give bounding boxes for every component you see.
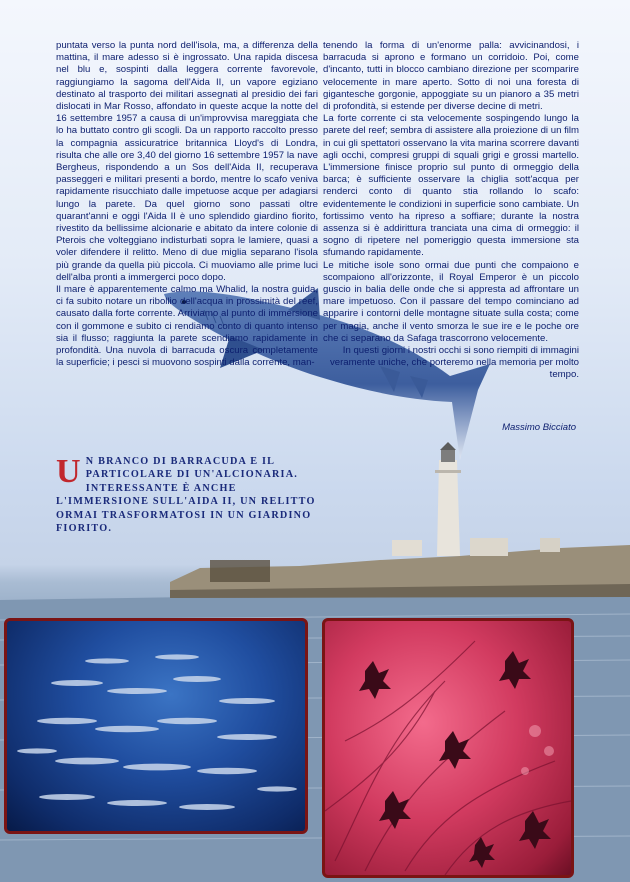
- barracuda-photo: [4, 618, 308, 834]
- drop-cap: U: [56, 453, 82, 490]
- barracuda-school-image: [7, 621, 305, 831]
- article-paragraph: Le mitiche isole sono ormai due punti che compaiono e scompaiono all'orizzonte, il Royal Emperor è un piccolo guscio in balia delle onde che si appresta ad affrontare un mare impetuoso. Con il passare del tempo cominciano ad apparire i contorni delle montagne situate sulla costa; come per magia, anche il vento smorza le sue ire e le poche ore che ci separano da Safaga trascorrono velocemente.: [323, 259, 579, 344]
- building: [540, 538, 560, 552]
- gorgonian-image: [325, 621, 571, 875]
- article-paragraph: puntata verso la punta nord dell'isola, ma, a differenza della mattina, il mare adesso si è ingrossato. Una rapida discesa nel blu e, sospinti dalla leggera corrente favorevole, raggiungiamo la sagoma dell'Aida II, un vapore egiziano destinato al trasporto dei militari assegnati al presidio dei fari dislocati in Mar Rosso, affondato in queste acque la notte del 16 settembre 1957 a causa di un'improvvisa mareggiata che lo ha buttato contro gli scogli. Da un rapporto raccolto presso la compagnia assicuratrice britannica Lloyd's di Londra, risulta che alle ore 3,40 del giorno 16 settembre 1957 la nave Bergheus, rispondendo a un Sos dell'Aida II, recuperava passeggeri e militari presenti a bordo, mentre lo scafo veniva rapidamente risucchiato dalle impetuose acque per adagiarsi lungo la parete. Da quel giorno sono passati oltre quarant'anni e oggi l'Aida II è uno splendido giardino fiorito, rivestito da bellissime alcionarie e abitato da intere colonie di Pterois che volteggiano indisturbati sopra le lamiere, quasi a voler difendere il relitto. Meno di due miglia separano l'isola più grande da quella più piccola. Ci muoviamo alle prime luci dell'alba pronti a immergerci poco dopo.: [56, 40, 318, 283]
- intro-box: [56, 455, 318, 535]
- intro-text: N BRANCO DI BARRACUDA E IL PARTICOLARE DI UN'ALCIONARIA. INTERESSANTE È ANCHE L'IMMERSIONE SULL'AIDA II, UN RELITTO ORMAI TRASFORMATOSI IN UN GIARDINO FIORITO.: [56, 456, 316, 535]
- article-column-right: [323, 40, 579, 382]
- article-paragraph: tenendo la forma di un'enorme palla: avvicinandosi, i barracuda si aprono e formano un corridoio. Poi, come d'incanto, tutti in blocco cambiano direzione per scomparire velocemente in mare aperto. Sotto di noi una foresta di gigantesche gorgonie, appoggiate su un pianoro a 35 metri di profondità, si estende per diverse decine di metri.: [323, 40, 579, 113]
- author-signature: Massimo Bicciato: [502, 422, 576, 433]
- article-paragraph: La forte corrente ci sta velocemente sospingendo lungo la parete del reef; sembra di assistere alla proiezione di un film in cui gli spettatori osservano la vita marina scorrere davanti agli occhi, compresi gruppi di squali grigi e grossi martello. L'immersione finisce proprio sul punto di ormeggio della barca; è sufficiente osservare la chiglia sott'acqua per renderci conto di quanto stia rollando lo scafo: evidentemente le condizioni in superficie sono cambiate. Un fortissimo vento ha ripreso a soffiare; durante la nostra assenza si è addirittura tranciata una cima di ormeggio: il sogno di ripetere nel pomeriggio questa immersione sta sfumando rapidamente.: [323, 113, 579, 259]
- gorgonian-photo: [322, 618, 574, 878]
- building: [392, 540, 422, 556]
- article-column-left: [56, 40, 318, 369]
- article-paragraph: In questi giorni i nostri occhi si sono riempiti di immagini veramente uniche, che porteremo nella memoria per molto tempo.: [329, 345, 579, 381]
- building: [470, 538, 508, 556]
- article-paragraph: Il mare è apparentemente calmo ma Whalid, la nostra guida, ci fa subito notare un ribollio dell'acqua in prossimità del reef, causato dalla forte corrente. Arriviamo al punto di immersione con il gommone e subito ci rendiamo conto di quanto intenso sia il flusso; raggiunta la parete scendiamo rapidamente in profondità. Una nuvola di barracuda oscura completamente la superficie; i pesci si muovono sospinti dalla corrente, man-: [56, 284, 318, 369]
